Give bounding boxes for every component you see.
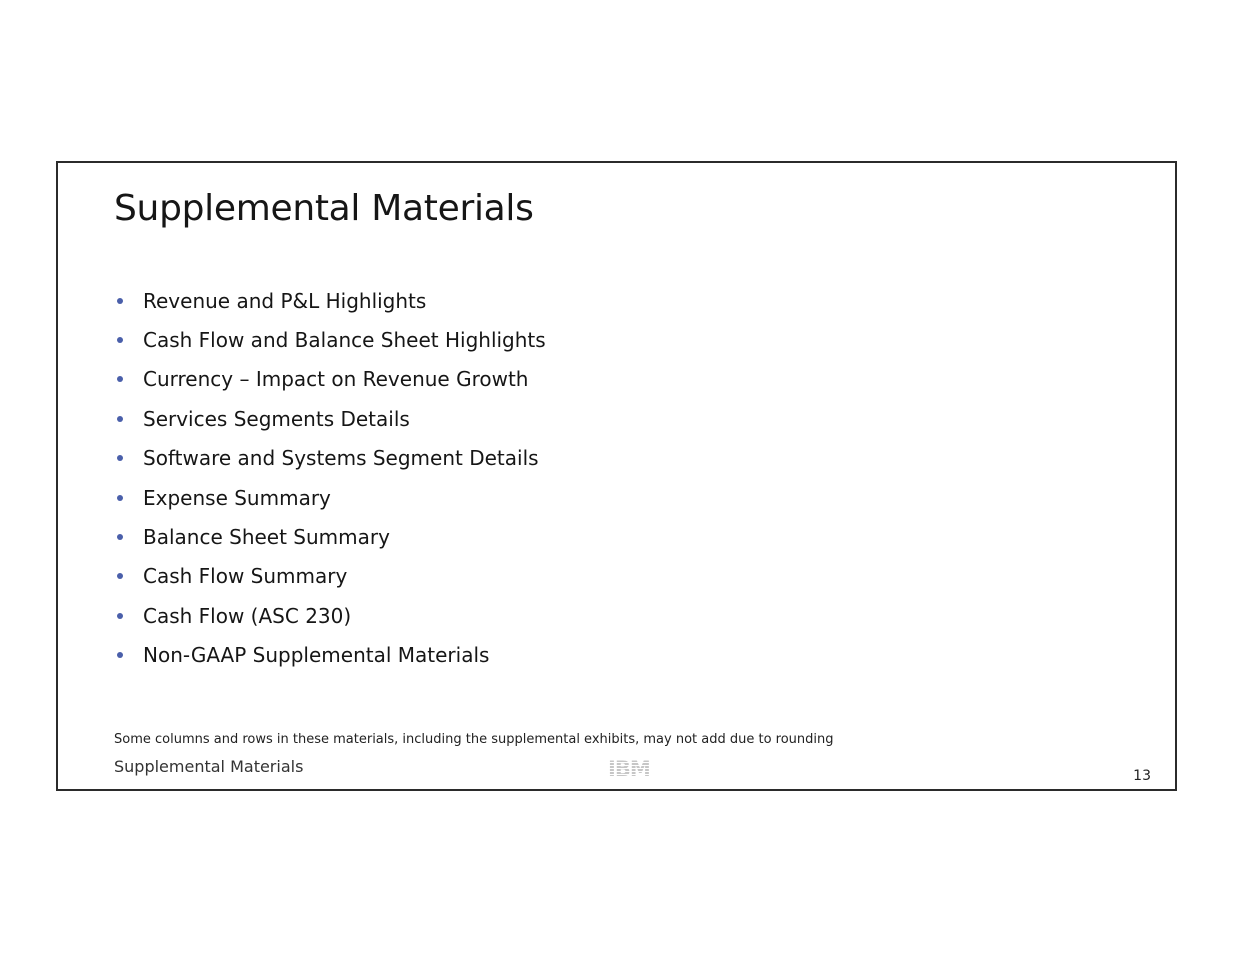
list-item-label: Expense Summary [143, 485, 331, 510]
footer-section-label: Supplemental Materials [114, 757, 304, 776]
list-item [114, 636, 546, 675]
list-item-label: Services Segments Details [143, 406, 410, 431]
bullet-icon [117, 455, 123, 461]
ibm-logo [606, 757, 664, 779]
bullet-icon [117, 416, 123, 422]
bullet-icon [117, 495, 123, 501]
bullet-list [114, 281, 546, 675]
list-item [114, 281, 546, 320]
list-item [114, 517, 546, 556]
list-item-label: Currency – Impact on Revenue Growth [143, 367, 529, 392]
list-item-label: Cash Flow and Balance Sheet Highlights [143, 328, 546, 353]
slide-title: Supplemental Materials [114, 188, 534, 229]
slide [56, 161, 1177, 791]
bullet-icon [117, 534, 123, 540]
list-item [114, 320, 546, 359]
list-item [114, 596, 546, 635]
bullet-icon [117, 652, 123, 658]
bullet-icon [117, 298, 123, 304]
list-item [114, 478, 546, 517]
list-item-label: Balance Sheet Summary [143, 525, 390, 550]
bullet-icon [117, 573, 123, 579]
list-item [114, 439, 546, 478]
list-item [114, 399, 546, 438]
page-number: 13 [1133, 768, 1151, 784]
bullet-icon [117, 337, 123, 343]
list-item-label: Cash Flow Summary [143, 564, 348, 589]
list-item-label: Software and Systems Segment Details [143, 446, 539, 471]
list-item-label: Revenue and P&L Highlights [143, 288, 427, 313]
ibm-logo-text: IBM [608, 757, 650, 779]
list-item [114, 360, 546, 399]
rounding-footnote: Some columns and rows in these materials, including the supplemental exhibits, may not add due to rounding [114, 732, 834, 747]
bullet-icon [117, 613, 123, 619]
list-item [114, 557, 546, 596]
list-item-label: Cash Flow (ASC 230) [143, 603, 352, 628]
bullet-icon [117, 376, 123, 382]
list-item-label: Non-GAAP Supplemental Materials [143, 643, 490, 668]
